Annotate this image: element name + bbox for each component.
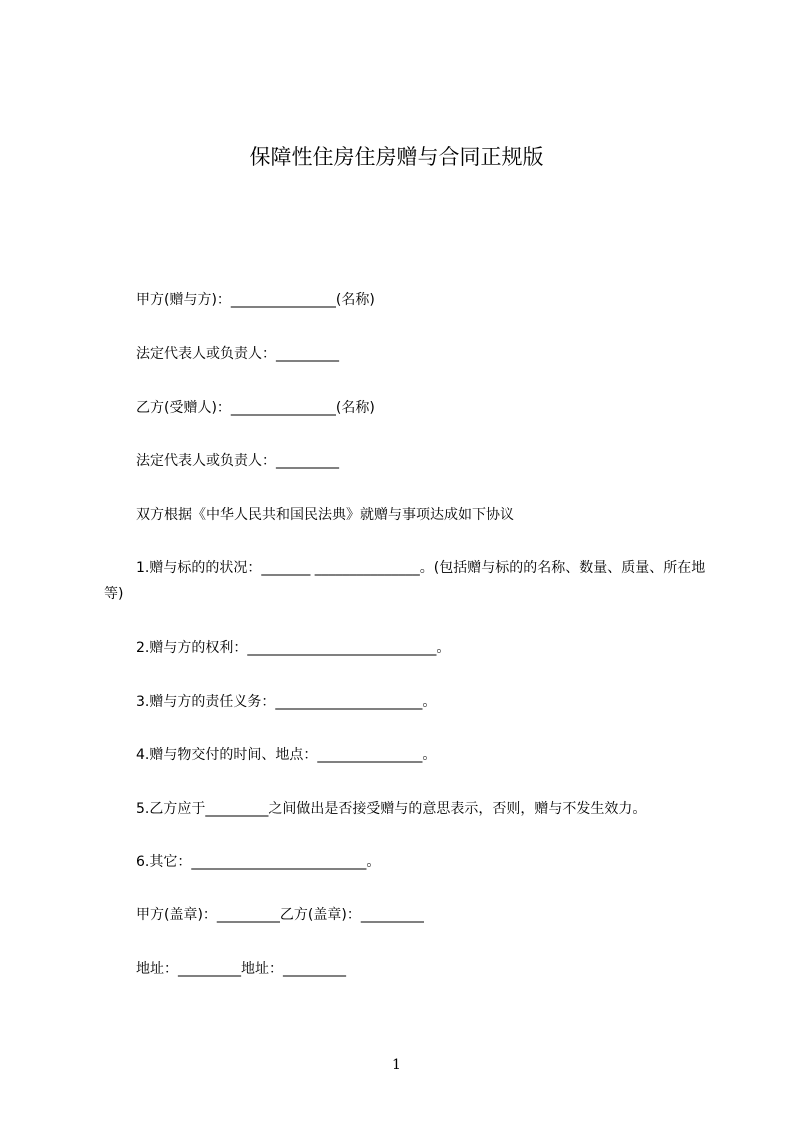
page-number: 1	[392, 1057, 401, 1073]
agreement-preamble: 双方根据《中华人民共和国民法典》就赠与事项达成如下协议	[136, 507, 514, 523]
address-line: 地址：_________地址：_________	[136, 961, 346, 977]
party-a-representative-line: 法定代表人或负责人：_________	[136, 346, 339, 362]
clause-2-donor-rights: 2.赠与方的权利：___________________________。	[136, 640, 451, 656]
clause-5-acceptance-deadline: 5.乙方应于_________之间做出是否接受赠与的意思表示，否则，赠与不发生效力。	[136, 801, 647, 817]
clause-3-donor-obligations: 3.赠与方的责任义务：_____________________。	[136, 694, 437, 710]
clause-1-gift-status: 1.赠与标的的状况：_______ _______________。(包括赠与标的的名称、数量、质量、所在地等)	[104, 560, 706, 602]
party-b-line: 乙方(受赠人)：_______________(名称)	[136, 400, 375, 416]
party-b-representative-line: 法定代表人或负责人：_________	[136, 453, 339, 469]
party-a-line: 甲方(赠与方)：_______________(名称)	[136, 292, 375, 308]
page-title: 保障性住房住房赠与合同正规版	[249, 145, 544, 169]
seal-signature-line: 甲方(盖章)：_________乙方(盖章)：_________	[136, 907, 424, 923]
clause-6-other-terms: 6.其它：_________________________。	[136, 854, 381, 870]
clause-4-delivery-time-place: 4.赠与物交付的时间、地点：_______________。	[136, 747, 437, 763]
